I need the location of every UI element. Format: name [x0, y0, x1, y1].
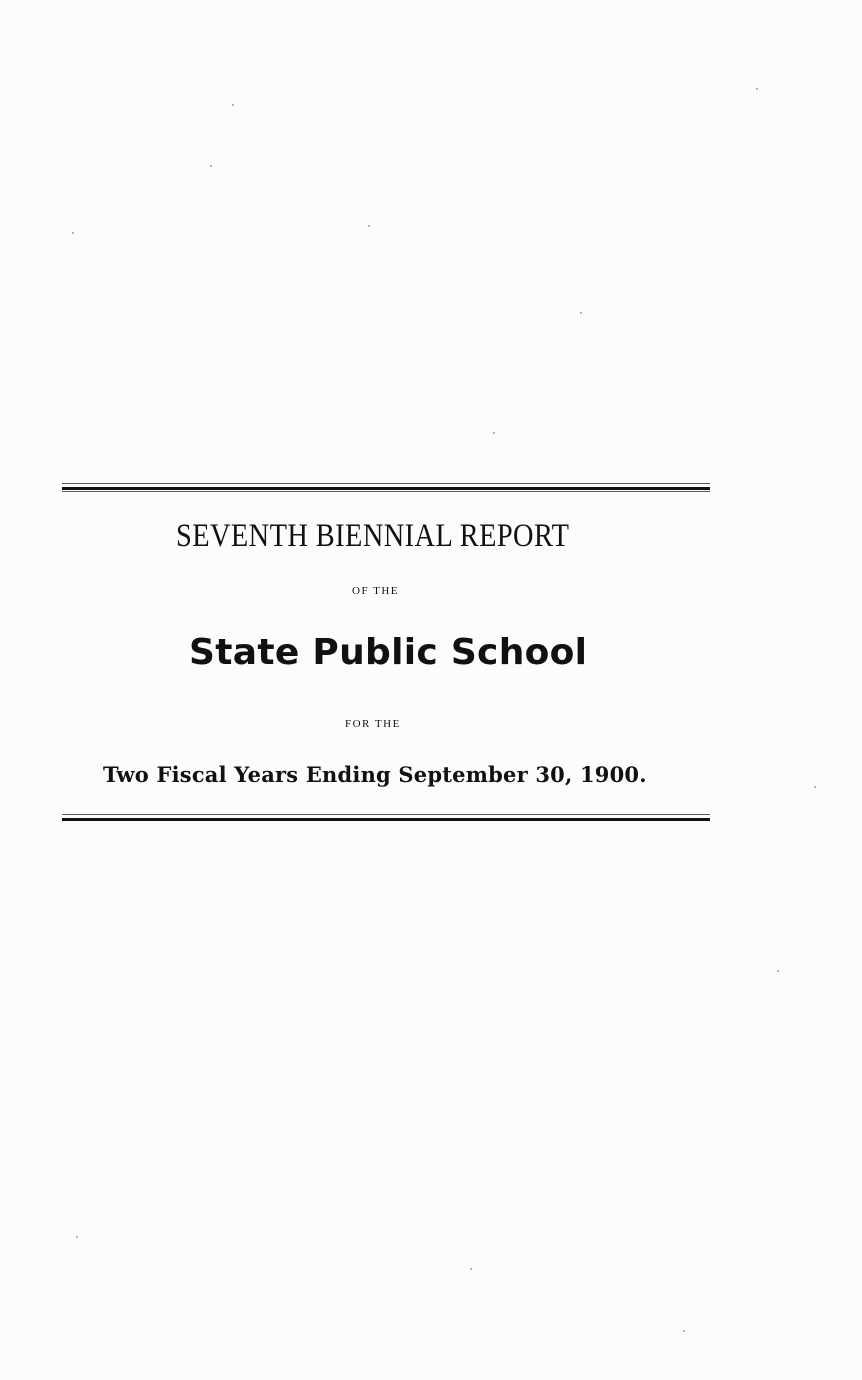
scan-speck	[76, 1236, 78, 1238]
of-the-connector: OF THE	[352, 585, 399, 597]
scan-speck	[683, 1330, 685, 1332]
scan-speck	[368, 225, 370, 227]
report-title: SEVENTH BIENNIAL REPORT	[176, 518, 570, 554]
rule-thick-line	[62, 487, 710, 490]
school-name-heading: State Public School	[189, 632, 588, 673]
fiscal-period-line: Two Fiscal Years Ending September 30, 1900.	[103, 762, 647, 787]
rule-thin-line	[62, 483, 710, 484]
rule-thin-line	[62, 814, 710, 815]
for-the-connector: FOR THE	[345, 718, 401, 730]
scan-speck	[470, 1268, 472, 1270]
scan-speck	[493, 432, 495, 434]
scan-speck	[72, 232, 74, 234]
top-double-rule	[62, 483, 710, 495]
scan-speck	[814, 786, 816, 788]
bottom-double-rule	[62, 814, 710, 821]
scan-speck	[580, 312, 582, 314]
rule-thin-line	[62, 491, 710, 492]
scan-speck	[756, 88, 758, 90]
scan-speck	[210, 165, 212, 167]
scan-speck	[232, 104, 234, 106]
scan-speck	[777, 970, 779, 972]
rule-thick-line	[62, 818, 710, 821]
